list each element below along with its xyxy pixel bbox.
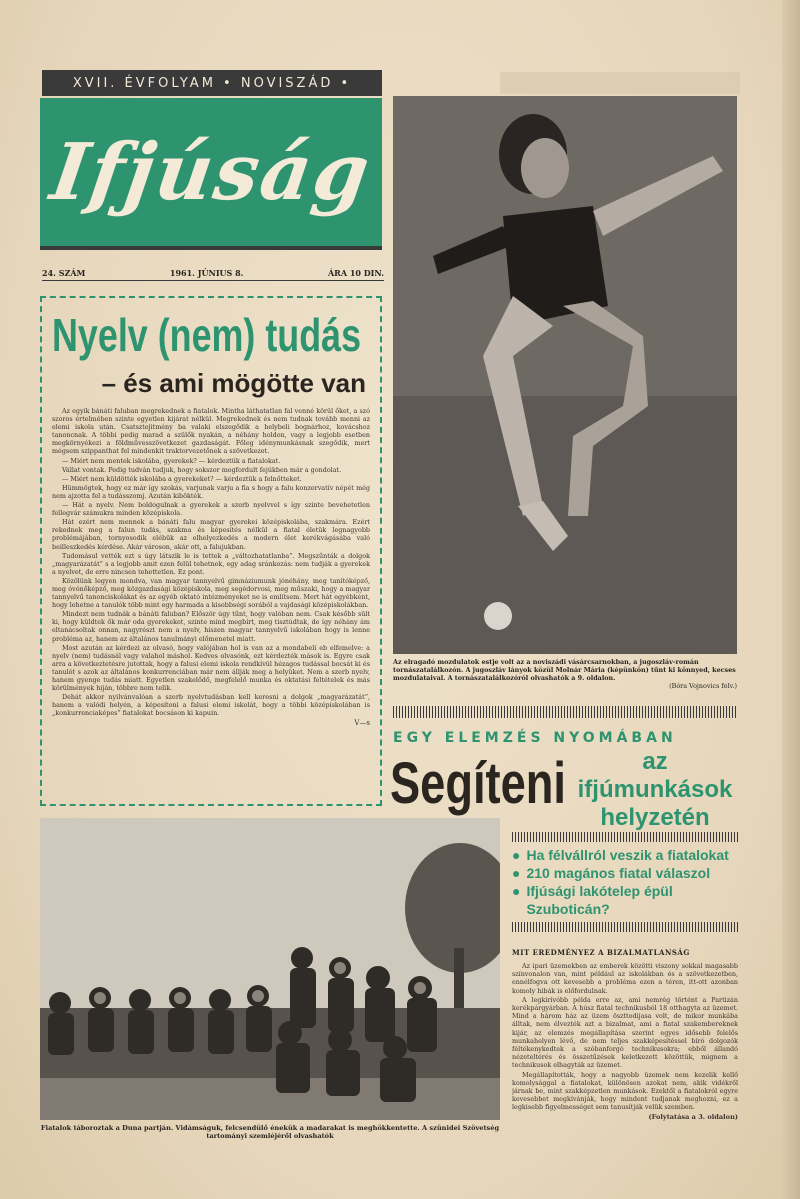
lead-paragraph: — Hát a nyelv. Nem boldogulnak a gyerekek a szerb nyelvvel s így szinte bevehetetlen fellegvár számukra minden középiskola. xyxy=(52,501,370,518)
photo-credit: (Bóra Vojnovics felv.) xyxy=(669,682,737,690)
bullet-dot-icon: ● xyxy=(512,883,521,899)
issue-number: 24. SZÁM xyxy=(42,267,86,278)
bullet-item xyxy=(512,846,744,864)
article-subhead: MIT EREDMÉNYEZ A BIZALMATLANSÁG xyxy=(512,948,690,957)
lead-paragraph: Az egyik bánáti faluban megrekednek a fiatalok. Mintha láthatatlan fal venné körül őket, a szó szoros értelmében szinte egyetlen kijárat nélkül. Megrekednek és nem tudnak tovább menni az elemi iskola után. Csatsztejitmény ba valaki elszegődik a helybeli bognárhoz, kovácshoz tanoncnak. A többi pedig marad a szülők nyakán, a néhány holdon, vagy a legjobb esetben megkörnyékezi a földművesszövetkezet gazdaságát. Főleg idénymunkásnak szegődik, mert mégsem szippanthat fel mindenkit traktorvezetőnek a szövetkezet. xyxy=(52,407,370,456)
issue-date: 1961. JÚNIUS 8. xyxy=(169,267,244,278)
bullet-item xyxy=(512,864,744,882)
article-kicker: EGY ELEMZÉS NYOMÁBAN xyxy=(393,730,677,746)
camp-photo xyxy=(40,818,500,1120)
gymnast-photo xyxy=(393,96,737,654)
page-edge xyxy=(782,0,800,1199)
faded-header-strip xyxy=(500,72,740,94)
masthead-rule xyxy=(40,246,382,250)
lead-paragraph: Hümmögtek, hogy ez már így szokás, varjunak varju a fia s hogy a falu konzervatív népét még nem ajzotta fel a tudásszomj. Azután kibökték. xyxy=(52,483,370,500)
lead-paragraph: Hát ezért nem mennek a bánáti falu magyar gyerekei középiskolába, szakmára. Ezért rekednek meg a falun tudás, szakma és képesítés nélkül a fiatal életük legnagyobb problémájában, tornyosodik elébük az elhelyezkedés a modern élet kerékvágásába való beilleszkedés kérdése. Akár városon, akár ott, a falujukban. xyxy=(52,518,370,551)
article-paragraph: Az ipari üzemekben az emberek közötti viszony sokkal magasabb színvonalon van, mint például az iskolákban és a szövetkezetben, ennélfogva ott kevesebb a probléma ezen a téren, itt-ott azonban komoly hibák is előfordulnak. xyxy=(512,962,738,995)
gymnast-caption-text: Az elragadó mozdulatok estje volt az a noviszádi vásárcsarnokban, a jugoszláv-román tornászatalálkozón. A jugoszláv lányok közül Molnár Mária (képünkön) tűnt ki könnyed, kecses mozdulataival. A tornászatalálkozóról olvashatók a 9. oldalon. xyxy=(393,658,736,682)
continued-note: (Folytatása a 3. oldalon) xyxy=(648,1112,738,1121)
lead-article xyxy=(40,296,382,806)
bullet-text: Ifjúsági lakótelep épül Szuboticán? xyxy=(526,883,673,917)
lead-subtitle: – és ami mögötte van xyxy=(101,368,366,398)
masthead-logo xyxy=(40,98,382,246)
lead-title: Nyelv (nem) tudás xyxy=(52,309,362,361)
gymnast-illustration xyxy=(393,96,737,654)
issue-price: ÁRA 10 DIN. xyxy=(327,267,384,278)
article-paragraph: A legkirívóbb példa erre az, ami nemrég történt a Partizán kerékpárgyárban. A húsz fiatal technikusból 18 otthagyta az üzemet. Mind a három ház az üzem öszttodijasa volt, de mikor munkába álltak, nem élvezték azt a bizalmat, ami a fiatal szakembereknek kijár, az elemzés megállapítása szerint egyes idősebb felelős munkahelyen lévő, de nem teljes szakképesítéssel bíró dolgozók féltékenykedtek a szóbanforgó technikusokra; ebből állandó nézeteltérés és összetűzések keletkezett közöttük, mignem a technikusok elhagyták az üzemet. xyxy=(512,995,738,1070)
lead-paragraph: Mindezt nem tudnák a bánáti faluban? Először úgy tűnt, hogy valóban nem. Csak később sült ki, hogy küldtek ők már oda gyerekeket, szinte mind megbírt, meg tisztúdtak, de így néhány ám eltanácsoltak onnan, nagyrészt nem a nyelv, hiszen magyar tannyelvű iskolában hogy is lenne probléma az, hanem az általános tanulmányi előmenetel miatt. xyxy=(52,610,370,643)
lead-paragraph: — Miért nem mentek iskolába, gyerekek? — kérdeztük a fiatalokat. xyxy=(62,456,281,465)
lead-body xyxy=(52,407,370,792)
volume-text: XVII. ÉVFOLYAM • NOVISZÁD • xyxy=(72,75,352,91)
article-headline: Segíteni xyxy=(390,751,566,816)
lead-paragraph: Közölünk legyen mondva, van magyar tannyelvű gimnáziumunk jónéhány, meg tanítóképző, meg óvónőképző, meg közgazdasági középiskola, meg segédorvosi, meg műszaki, hogy a magyar tannyelvű tanonciskolákat és az egyéb oktató intézményeket ne is említsem. Mert hát egyébként, hogy lehetne a tanulók több mint egy harmada a kisebbségi sorából a vajdasági középiskolákban. xyxy=(52,576,370,610)
bullet-dot-icon: ● xyxy=(512,847,521,863)
lead-paragraph: Dehát akkor nyilvánvalóan a szerb nyelvtudásban kell keresni a dolgok „magyarázatát”, hanem a valódi helyén, a képesítoni a falusi elemi iskolát, hogy a többi középiskolában is „konkurrenciaképes” fiatalokat bocsáson ki kapuin. xyxy=(52,693,370,718)
camp-illustration xyxy=(40,818,500,1120)
lead-paragraph: Most azután az kérdezi az olvasó, hogy valójában hol is van az a mondabeli eb elfemelve: a nyelv (nem) tudásnál vagy valahol máshol. Kedves olvasónk, ezt kérdezték mások is. Egyre csak arra a következtetésre jutottak, hogy a falusi elemi iskola rendkívül hézagos tudással bocsát ki és tanulót s azok az általános konkurrenciában már nem állják meg a helyüket. Nem a szerb nyelv, hanem gyenge tudás miatt. Egyetlen szakelődő, megfelelő munka és oktatási feltételek és más körülmények hiján, többre nem telik. xyxy=(52,643,370,693)
hatched-rule xyxy=(512,922,738,932)
camp-caption: Fiatalok táboroztak a Duna partján. Vidámságuk, felcsendülő énekük a madarakat is meghökkentette. A szünidei Szövetség tartományi szemléjéről olvashatók xyxy=(40,1124,500,1140)
masthead-title: Ifjúság xyxy=(45,126,377,218)
hatched-rule xyxy=(512,832,738,842)
lead-paragraph: Vállat vontak. Pedig tudván tudjuk, hogy sokszor megfordult fejükben már a gondolat. xyxy=(62,465,342,474)
article-paragraph: Megállapították, hogy a nagyobb üzemek nem kezelik kellő komolysággal a fiatalokat, különösen azokat nem, akik vidékről járnak be, mint szakképzetlen munkások. Ezektől a fiatalokról egyre kevesebbet megkívánják, hogy mindent tudjanak meghozni, ez a legkisebb figyelmességet sem tanusítják velük szemben. xyxy=(512,1070,738,1112)
lead-paragraph: Tudomásul vették ezt s úgy látszik le is tettek a „változhatatlanba”. Megszűnták a dolgok „magyarázatát” s a legjobb amit ezen felül tehetnek, egy adag sránkozás: nem tudják a gyerekek a nyelvet, de erre nincsen tehettetlen. Ez pont. xyxy=(52,551,370,576)
bullet-dot-icon: ● xyxy=(512,865,521,881)
volume-bar xyxy=(42,70,382,96)
bullet-text: Ha félvállról veszik a fiatalokat xyxy=(526,847,729,863)
article-body xyxy=(512,962,738,1142)
bullet-text: 210 magános fiatal válaszol xyxy=(526,865,711,881)
lead-signature: V—s xyxy=(354,719,370,728)
article-bullets xyxy=(512,846,744,918)
article-headline-side: az ifjúmunkások helyzetén xyxy=(577,748,733,831)
issue-line xyxy=(42,265,384,281)
bullet-item xyxy=(512,882,744,918)
hatched-rule xyxy=(393,706,737,718)
gymnast-caption xyxy=(393,658,737,690)
lead-paragraph: — Miért nem küldötték iskolába a gyerekeket? — kérdeztük a felnőtteket. xyxy=(62,474,302,483)
